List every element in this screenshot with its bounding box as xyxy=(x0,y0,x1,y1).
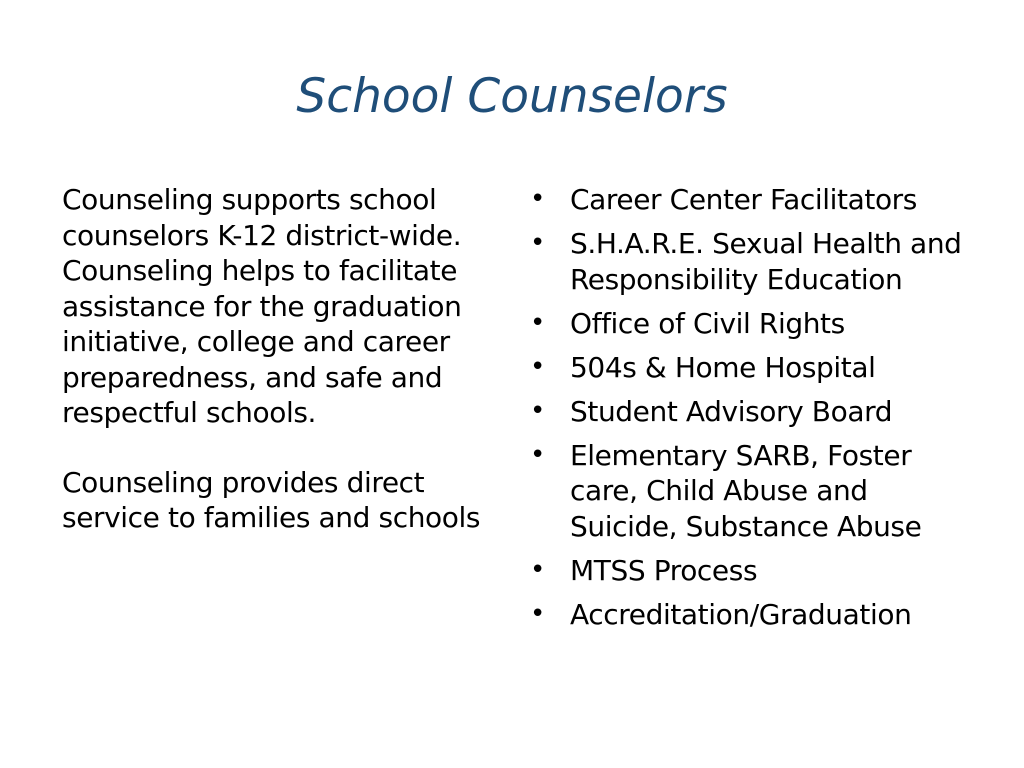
bullet-text: Elementary SARB, Foster care, Child Abuse and Suicide, Substance Abuse xyxy=(570,438,922,543)
bullet-text: S.H.A.R.E. Sexual Health and Responsibility Education xyxy=(570,227,962,296)
bullet-text: Student Advisory Board xyxy=(570,394,893,428)
list-item xyxy=(528,394,968,430)
bullet-text: Office of Civil Rights xyxy=(570,306,845,340)
list-item xyxy=(528,306,968,342)
bullet-icon: • xyxy=(530,307,545,338)
list-item xyxy=(528,182,968,218)
list-item xyxy=(528,226,968,297)
bullet-icon: • xyxy=(530,184,545,214)
right-bullet-column xyxy=(528,182,968,641)
bullet-text: Accreditation/Graduation xyxy=(570,597,912,631)
bullet-icon: • xyxy=(530,351,545,382)
bullet-icon: • xyxy=(530,598,545,629)
list-item xyxy=(528,350,968,386)
list-item xyxy=(528,553,968,589)
bullet-icon: • xyxy=(530,395,545,426)
slide-title: School Counselors xyxy=(296,69,728,124)
bullet-text: 504s & Home Hospital xyxy=(570,350,876,384)
left-text-column xyxy=(62,182,502,536)
services-bullet-list xyxy=(528,182,968,632)
bullet-text: Career Center Facilitators xyxy=(570,183,917,216)
bullet-icon: • xyxy=(530,554,545,585)
bullet-icon: • xyxy=(530,228,545,258)
intro-paragraph: Counseling supports school counselors K-12 district-wide. Counseling helps to facilitate assistance for the graduation initiative, college and career preparedness, and safe and respectful schools. xyxy=(62,183,462,429)
bullet-icon: • xyxy=(530,439,545,470)
list-item xyxy=(528,597,968,633)
list-item xyxy=(528,438,968,545)
service-paragraph: Counseling provides direct service to families and schools xyxy=(62,465,481,534)
bullet-text: MTSS Process xyxy=(570,553,758,587)
